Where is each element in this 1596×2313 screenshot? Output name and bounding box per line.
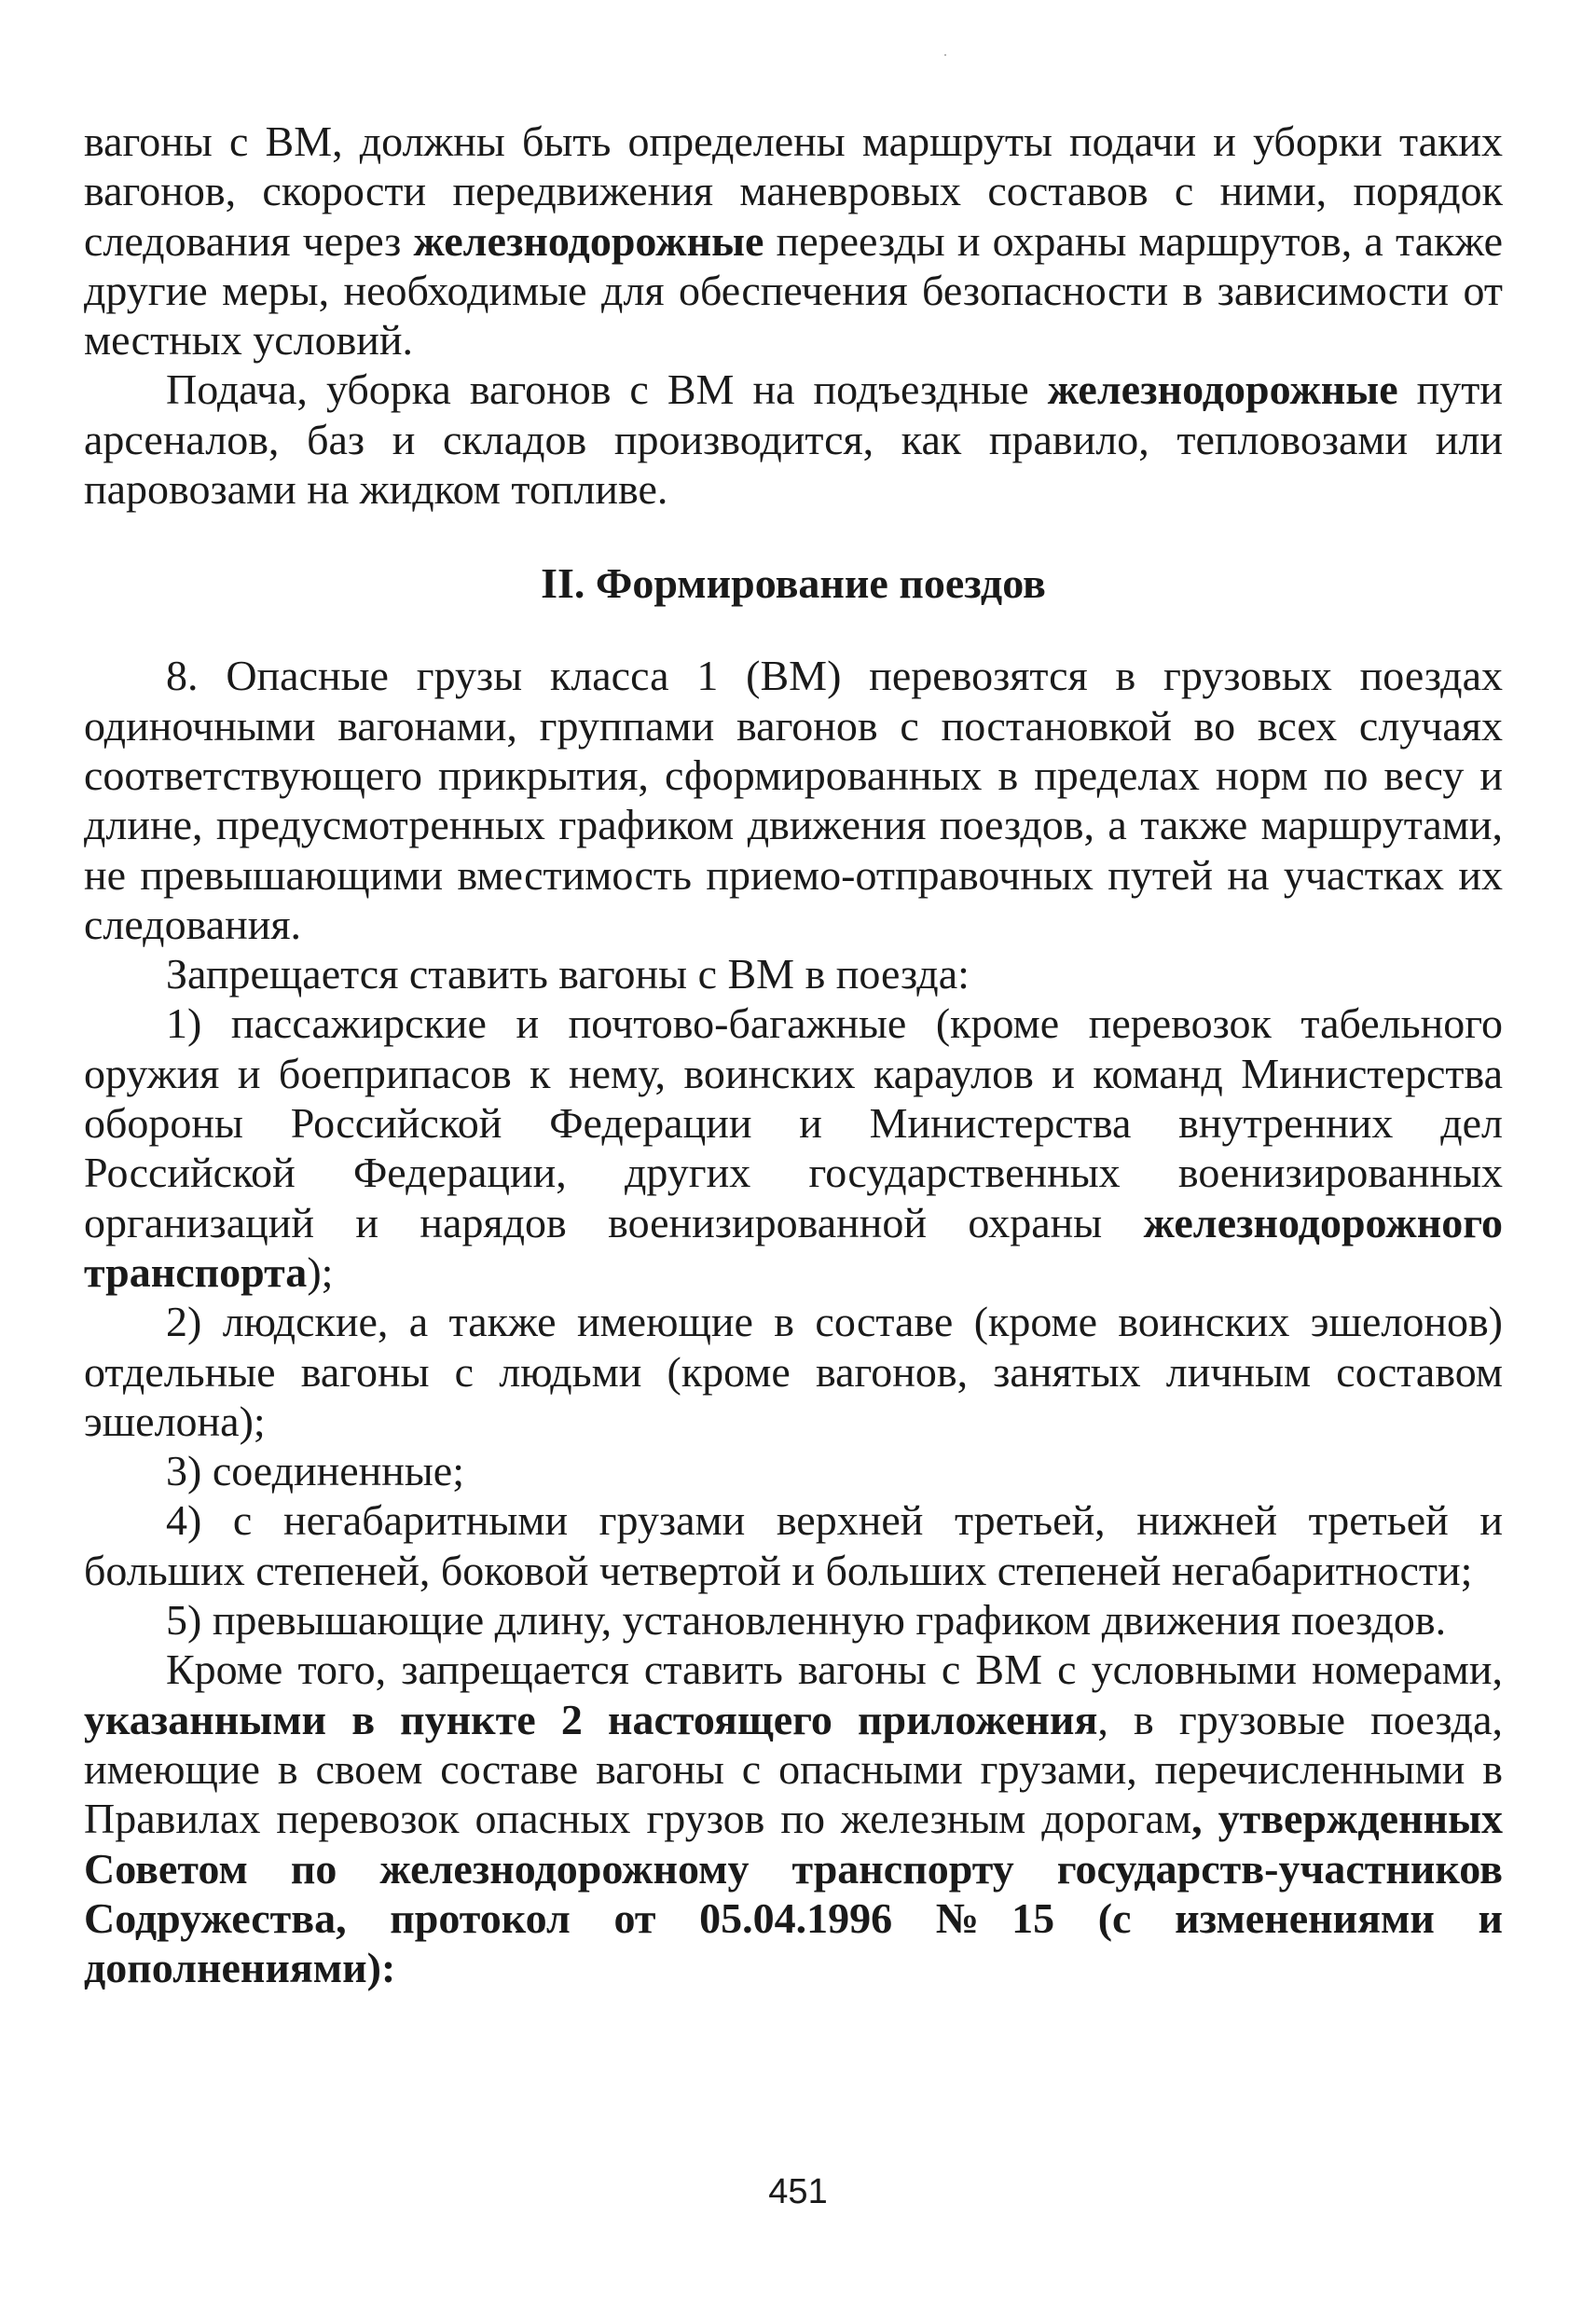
- text-run: 3) соединенные;: [166, 1447, 465, 1495]
- bold-text-run: железнодорожные: [413, 216, 764, 265]
- paragraph-item-8: [84, 651, 1503, 949]
- bold-text-run: железнодорожные: [1047, 365, 1398, 414]
- text-run: Кроме того, запрещается ставить вагоны с ВМ с условными номерами,: [166, 1645, 1503, 1694]
- paragraph-continuation: [84, 117, 1503, 365]
- bold-text-run: указанными в пункте 2 настоящего приложения: [84, 1695, 1098, 1743]
- list-item-4: [84, 1495, 1503, 1595]
- list-item-1: [84, 998, 1503, 1297]
- text-run: Запрещается ставить вагоны с ВМ в поезда:: [166, 950, 970, 998]
- bold-text-run: , утвержденных Советом по железнодорожному транспорту государств-участников Содружества, протокол от 05.04.1996 №15 (с изменениями и дополнениями):: [84, 1795, 1503, 1992]
- text-run: , в грузовые поезда, имеющие в своем составе вагоны с опасными грузами, перечисленными в Правилах перевозок опасных грузов по железным дорогам: [84, 1695, 1503, 1843]
- scan-speck: [944, 54, 946, 56]
- document-page: [84, 117, 1503, 1992]
- text-run: 1) пассажирские и почтово-багажные (кроме перевозок табельного оружия и боеприпасов к нему, воинских караулов и команд Министерства обороны Российской Федерации и Министерства внутренних дел Российской Федерации, других государственных военизированных организаций и нарядов военизированной охраны: [84, 999, 1503, 1246]
- text-run: пути арсеналов, баз и складов производится, как правило, тепловозами или паровозами на жидком топливе.: [84, 365, 1503, 514]
- list-item-2: [84, 1297, 1503, 1446]
- paragraph-additional-prohibition: [84, 1645, 1503, 1992]
- text-run: переезды и охраны маршрутов, а также другие меры, необходимые для обеспечения безопасности в зависимости от местных условий.: [84, 216, 1503, 365]
- bold-text-run: железнодорожного транспорта: [84, 1198, 1503, 1296]
- list-item-3: [84, 1446, 1503, 1495]
- text-run: 5) превышающие длину, установленную графиком движения поездов.: [166, 1596, 1447, 1645]
- bottom-paragraphs: [84, 651, 1503, 1992]
- list-item-5: [84, 1595, 1503, 1645]
- paragraph-prohibition-intro: [84, 949, 1503, 998]
- text-run: 2) людские, а также имеющие в составе (кроме воинских эшелонов) отдельные вагоны с людьми (кроме вагонов, занятых личным составом эшелона);: [84, 1298, 1503, 1445]
- text-run: );: [307, 1247, 334, 1296]
- paragraph-delivery: [84, 365, 1503, 514]
- text-run: 4) с негабаритными грузами верхней третьей, нижней третьей и больших степеней, боковой четвертой и больших степеней негабаритности;: [84, 1496, 1503, 1594]
- text-run: Подача, уборка вагонов с ВМ на подъездные: [166, 365, 1048, 414]
- page-number: 451: [768, 2172, 828, 2211]
- section-heading: II. Формирование поездов: [541, 559, 1046, 608]
- text-run: 8. Опасные грузы класса 1 (ВМ) перевозятся в грузовых поездах одиночными вагонами, группами вагонов с постановкой во всех случаях соответствующего прикрытия, сформированных в пределах норм по весу и длине, предусмотренных графиком движения поездов, а также маршрутами, не превышающими вместимость приемо-отправочных путей на участках их следования.: [84, 652, 1503, 948]
- text-run: вагоны с ВМ, должны быть определены маршруты подачи и уборки таких вагонов, скорости передвижения маневровых составов с ними, порядок следования через: [84, 117, 1503, 265]
- top-paragraphs: [84, 117, 1503, 514]
